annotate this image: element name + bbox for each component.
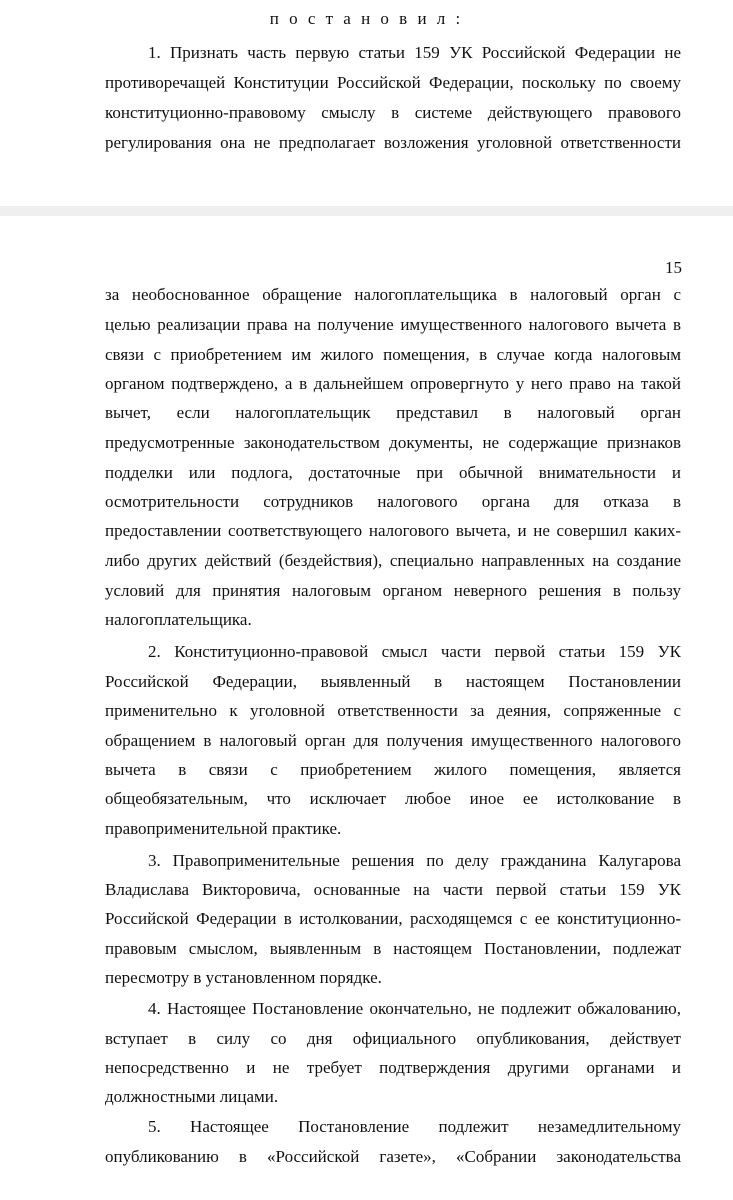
paragraph-4-line: должностными лицами.: [105, 1087, 279, 1106]
paragraph-1-line: за необоснованное обращение налогоплательщика в налоговый орган с: [105, 285, 681, 304]
paragraph-1-line: регулирования она не предполагает возложения уголовной ответственности: [105, 133, 681, 152]
paragraph-3-line: Российской Федерации в истолковании, расходящемся с ее конституционно-: [105, 909, 681, 928]
resolution-heading: п о с т а н о в и л :: [269, 9, 464, 28]
paragraph-1-line: осмотрительности сотрудников налогового органа для отказа в: [105, 492, 681, 511]
paragraph-2-line: правоприменительной практике.: [105, 819, 342, 838]
paragraph-2-line: Российской Федерации, выявленный в настоящем Постановлении: [105, 672, 681, 691]
paragraph-1-line: либо других действий (бездействия), специально направленных на создание: [105, 551, 681, 570]
page-separator: [0, 206, 733, 216]
paragraph-3-line: 3. Правоприменительные решения по делу гражданина Калугарова: [148, 851, 681, 870]
paragraph-1-line: вычет, если налогоплательщик представил в налоговый орган: [105, 403, 681, 422]
paragraph-1-line: конституционно-правовому смыслу в системе действующего правового: [105, 103, 681, 122]
paragraph-1-line: предусмотренные законодательством документы, не содержащие признаков: [105, 433, 681, 452]
paragraph-1-line: предоставлении соответствующего налогового вычета, и не совершил каких-: [105, 521, 681, 540]
paragraph-4-line: непосредственно и не требует подтверждения другими органами и: [105, 1058, 681, 1077]
paragraph-1-line: целью реализации права на получение имущественного налогового вычета в: [105, 315, 681, 334]
paragraph-5-line: 5. Настоящее Постановление подлежит незамедлительному: [148, 1117, 681, 1136]
paragraph-1-line: подделки или подлога, достаточные при обычной внимательности и: [105, 463, 681, 482]
paragraph-2-line: общеобязательным, что исключает любое иное ее истолкование в: [105, 789, 681, 808]
paragraph-1-line: противоречащей Конституции Российской Федерации, поскольку по своему: [105, 73, 681, 92]
paragraph-3-line: Владислава Викторовича, основанные на части первой статьи 159 УК: [105, 880, 681, 899]
paragraph-3-line: пересмотру в установленном порядке.: [105, 968, 382, 987]
paragraph-1-line: налогоплательщика.: [105, 610, 252, 629]
paragraph-1-line: связи с приобретением им жилого помещения, в случае когда налоговым: [105, 345, 681, 364]
page-number: 15: [665, 258, 682, 277]
paragraph-4-line: вступает в силу со дня официального опубликования, действует: [105, 1029, 681, 1048]
paragraph-3-line: правовым смыслом, выявленным в настоящем Постановлении, подлежат: [105, 939, 681, 958]
paragraph-4-line: 4. Настоящее Постановление окончательно, не подлежит обжалованию,: [148, 999, 681, 1018]
paragraph-1-line: органом подтверждено, а в дальнейшем опровергнуто у него право на такой: [105, 374, 681, 393]
paragraph-2-line: применительно к уголовной ответственности за деяния, сопряженные с: [105, 701, 681, 720]
paragraph-1-line: 1. Признать часть первую статьи 159 УК Российской Федерации не: [148, 43, 681, 62]
paragraph-1-line: условий для принятия налоговым органом неверного решения в пользу: [105, 581, 681, 600]
paragraph-2-line: 2. Конституционно-правовой смысл части первой статьи 159 УК: [148, 642, 681, 661]
page-14-fragment: [0, 0, 733, 206]
paragraph-5-line: опубликованию в «Российской газете», «Собрании законодательства: [105, 1147, 681, 1166]
paragraph-2-line: вычета в связи с приобретением жилого помещения, является: [105, 760, 681, 779]
paragraph-2-line: обращением в налоговый орган для получения имущественного налогового: [105, 731, 681, 750]
